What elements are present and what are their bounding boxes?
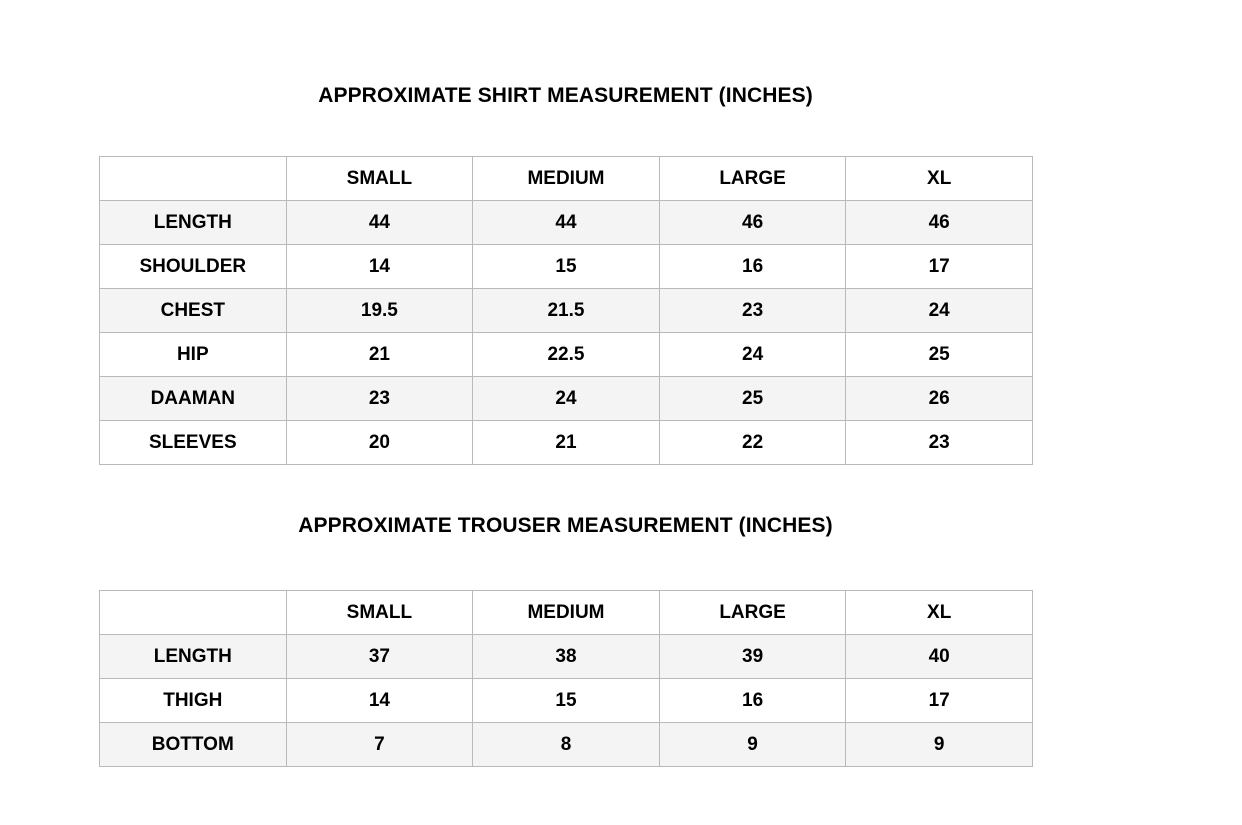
corner-cell — [100, 157, 287, 201]
table-cell: 24 — [659, 333, 846, 377]
table-cell: 46 — [659, 201, 846, 245]
column-header-medium: MEDIUM — [473, 157, 660, 201]
table-cell: 46 — [846, 201, 1033, 245]
row-label: BOTTOM — [100, 723, 287, 767]
table-cell: 14 — [286, 679, 473, 723]
table-cell: 23 — [286, 377, 473, 421]
table-cell: 44 — [473, 201, 660, 245]
table-cell: 24 — [846, 289, 1033, 333]
table-cell: 7 — [286, 723, 473, 767]
table-cell: 24 — [473, 377, 660, 421]
column-header-medium: MEDIUM — [473, 591, 660, 635]
table-cell: 25 — [846, 333, 1033, 377]
table-cell: 15 — [473, 679, 660, 723]
table-row — [100, 245, 1033, 289]
table-row — [100, 723, 1033, 767]
table-cell: 22 — [659, 421, 846, 465]
column-header-large: LARGE — [659, 591, 846, 635]
table-cell: 16 — [659, 245, 846, 289]
table-cell: 16 — [659, 679, 846, 723]
row-label: THIGH — [100, 679, 287, 723]
table-cell: 20 — [286, 421, 473, 465]
table-row — [100, 333, 1033, 377]
trouser-size-table — [99, 590, 1033, 767]
table-cell: 23 — [846, 421, 1033, 465]
column-header-small: SMALL — [286, 157, 473, 201]
table-row — [100, 201, 1033, 245]
table-cell: 21 — [473, 421, 660, 465]
row-label: SHOULDER — [100, 245, 287, 289]
table-cell: 22.5 — [473, 333, 660, 377]
table-cell: 40 — [846, 635, 1033, 679]
row-label: CHEST — [100, 289, 287, 333]
table-cell: 8 — [473, 723, 660, 767]
table-cell: 21 — [286, 333, 473, 377]
table-cell: 21.5 — [473, 289, 660, 333]
table-row — [100, 421, 1033, 465]
table-cell: 17 — [846, 245, 1033, 289]
table-row — [100, 679, 1033, 723]
corner-cell — [100, 591, 287, 635]
table-cell: 39 — [659, 635, 846, 679]
column-header-small: SMALL — [286, 591, 473, 635]
column-header-xl: XL — [846, 591, 1033, 635]
row-label: LENGTH — [100, 635, 287, 679]
table-cell: 15 — [473, 245, 660, 289]
row-label: LENGTH — [100, 201, 287, 245]
table-row — [100, 635, 1033, 679]
table-cell: 37 — [286, 635, 473, 679]
table-cell: 26 — [846, 377, 1033, 421]
shirt-size-table — [99, 156, 1033, 465]
table-cell: 9 — [659, 723, 846, 767]
row-label: HIP — [100, 333, 287, 377]
table-cell: 14 — [286, 245, 473, 289]
column-header-xl: XL — [846, 157, 1033, 201]
trouser-section-title: APPROXIMATE TROUSER MEASUREMENT (INCHES) — [298, 514, 833, 537]
table-cell: 19.5 — [286, 289, 473, 333]
table-cell: 44 — [286, 201, 473, 245]
table-cell: 9 — [846, 723, 1033, 767]
table-row — [100, 377, 1033, 421]
table-row — [100, 289, 1033, 333]
table-cell: 25 — [659, 377, 846, 421]
row-label: DAAMAN — [100, 377, 287, 421]
row-label: SLEEVES — [100, 421, 287, 465]
shirt-section-title: APPROXIMATE SHIRT MEASUREMENT (INCHES) — [318, 84, 813, 107]
column-header-large: LARGE — [659, 157, 846, 201]
table-cell: 38 — [473, 635, 660, 679]
table-cell: 17 — [846, 679, 1033, 723]
table-header-row — [100, 157, 1033, 201]
table-cell: 23 — [659, 289, 846, 333]
table-header-row — [100, 591, 1033, 635]
